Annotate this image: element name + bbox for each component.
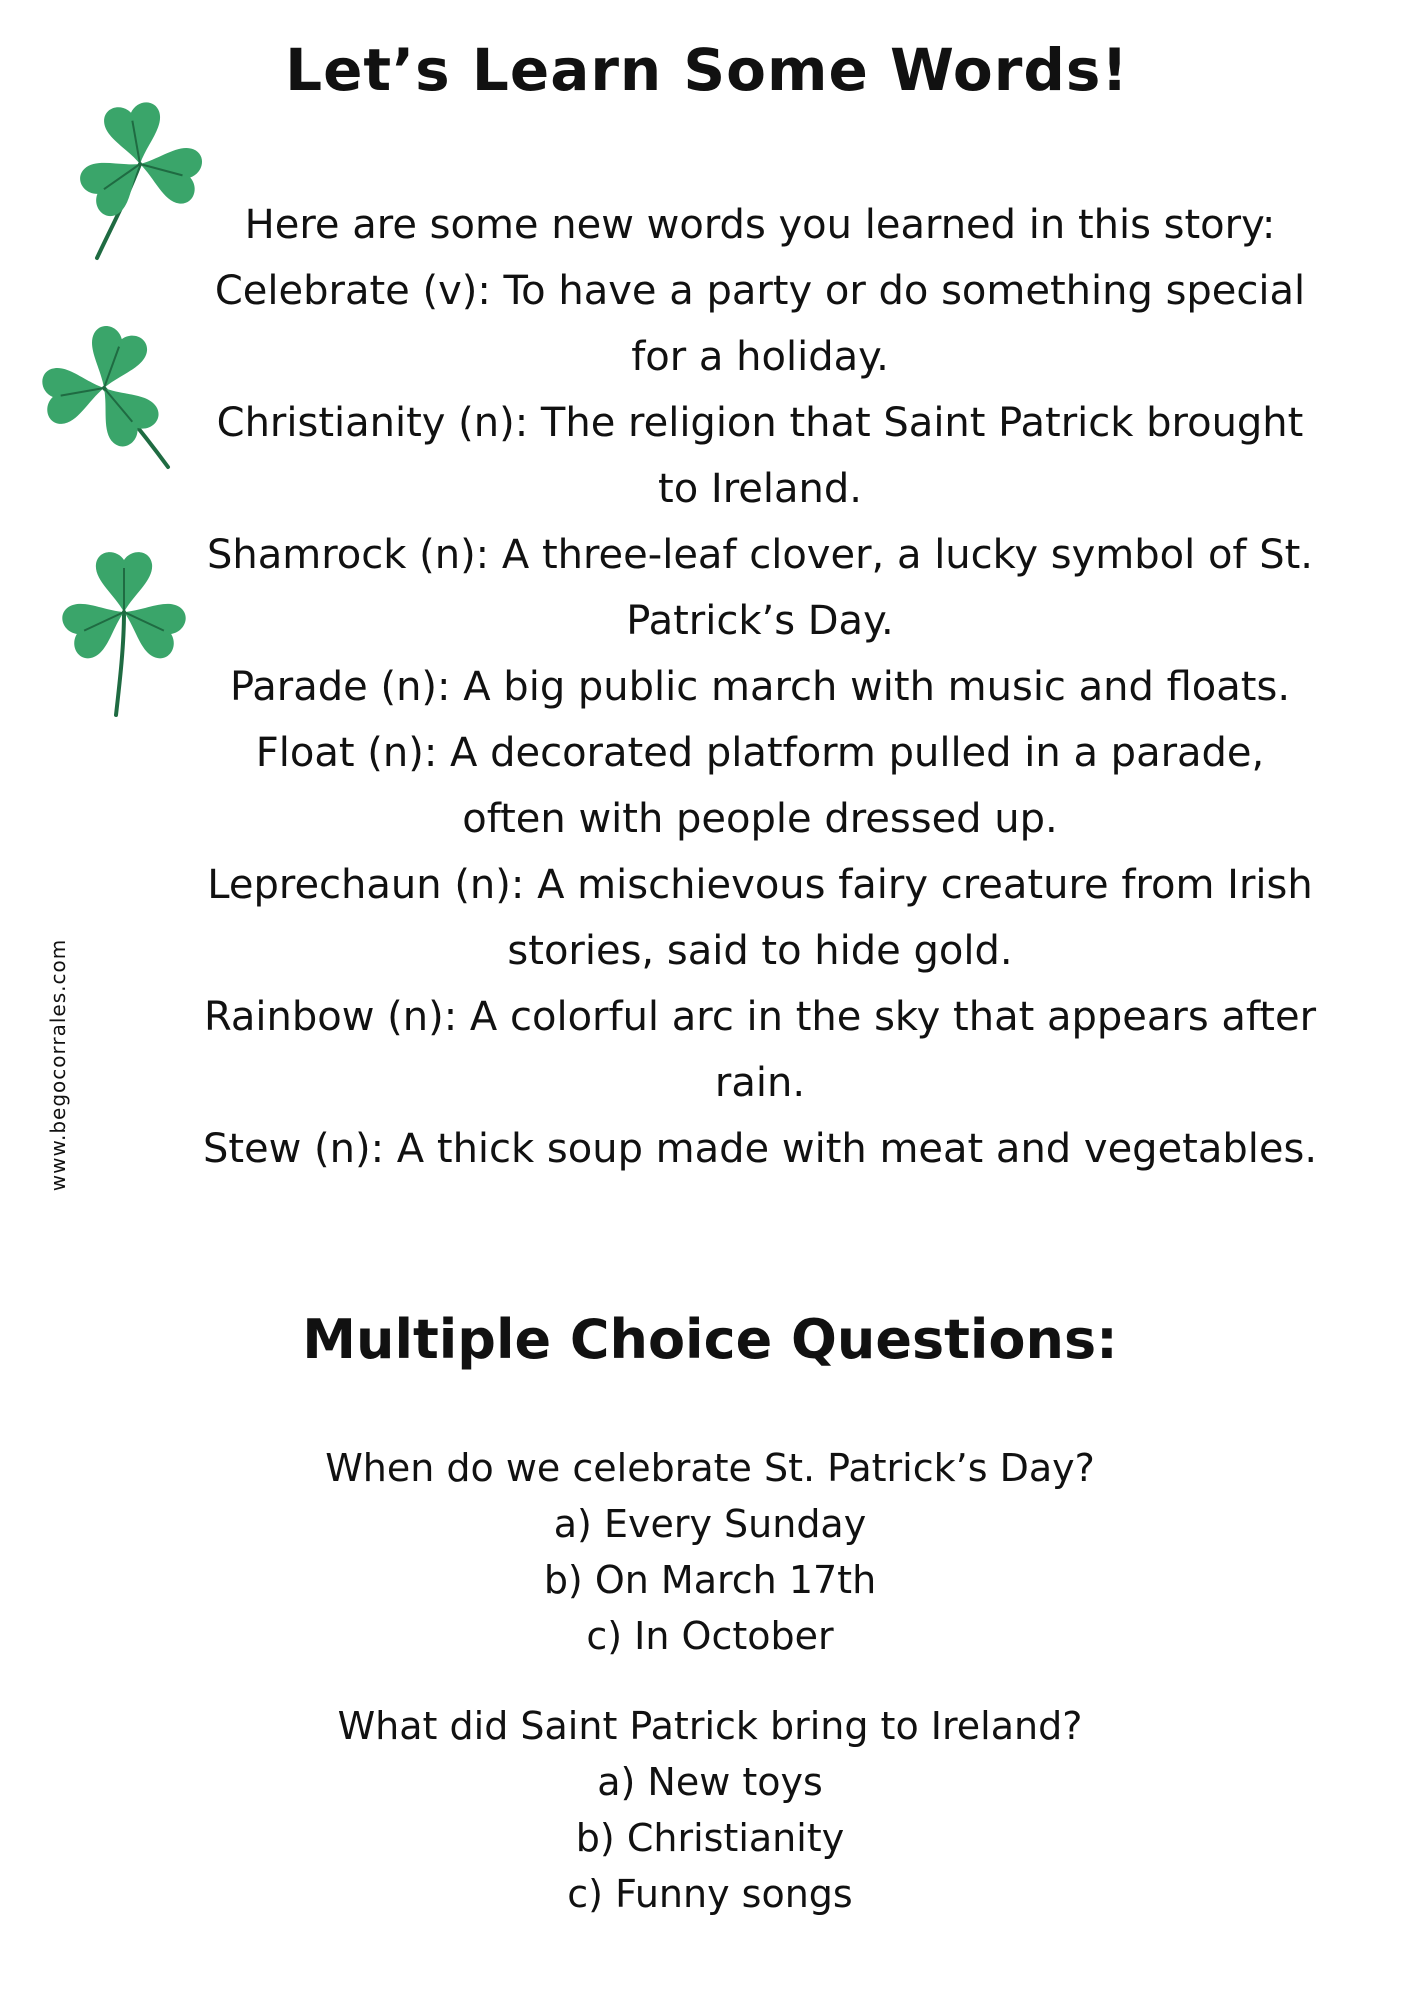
multiple-choice-heading: Multiple Choice Questions: bbox=[302, 1308, 1118, 1371]
shamrock-icon bbox=[36, 322, 186, 472]
question-2 bbox=[300, 1698, 1120, 1922]
question-1-options bbox=[300, 1496, 1120, 1664]
vocab-item-celebrate: Celebrate (v): To have a party or do something special for a holiday. bbox=[214, 268, 1306, 380]
question-2-text: What did Saint Patrick bring to Ireland? bbox=[337, 1704, 1083, 1748]
question-1-option-a: a) Every Sunday bbox=[553, 1502, 867, 1546]
question-1-option-c: c) In October bbox=[586, 1614, 834, 1658]
vocab-item-stew: Stew (n): A thick soup made with meat and vegetables. bbox=[202, 1126, 1318, 1172]
vocab-item-shamrock: Shamrock (n): A three-leaf clover, a lucky symbol of St. Patrick’s Day. bbox=[206, 532, 1313, 644]
intro-text: Here are some new words you learned in this story: bbox=[244, 202, 1276, 248]
shamrock-icon bbox=[58, 550, 198, 720]
question-1-option-b: b) On March 17th bbox=[543, 1558, 877, 1602]
question-2-option-a: a) New toys bbox=[597, 1760, 823, 1804]
website-url: www.begocorrales.com bbox=[46, 938, 70, 1192]
question-1-text: When do we celebrate St. Patrick’s Day? bbox=[325, 1446, 1095, 1490]
vocabulary-list bbox=[200, 258, 1320, 1182]
vocab-item-rainbow: Rainbow (n): A colorful arc in the sky that appears after rain. bbox=[203, 994, 1317, 1106]
question-2-options bbox=[300, 1754, 1120, 1922]
vocab-item-float: Float (n): A decorated platform pulled in a parade, often with people dressed up. bbox=[255, 730, 1265, 842]
question-2-option-b: b) Christianity bbox=[575, 1816, 845, 1860]
page-title: Let’s Learn Some Words! bbox=[285, 36, 1129, 104]
vocab-item-christianity: Christianity (n): The religion that Saint Patrick brought to Ireland. bbox=[216, 400, 1304, 512]
vocab-item-parade: Parade (n): A big public march with music and floats. bbox=[229, 664, 1291, 710]
vocab-item-leprechaun: Leprechaun (n): A mischievous fairy creature from Irish stories, said to hide gold. bbox=[207, 862, 1313, 974]
question-2-option-c: c) Funny songs bbox=[567, 1872, 853, 1916]
shamrock-icon bbox=[72, 98, 212, 268]
question-1 bbox=[300, 1440, 1120, 1664]
